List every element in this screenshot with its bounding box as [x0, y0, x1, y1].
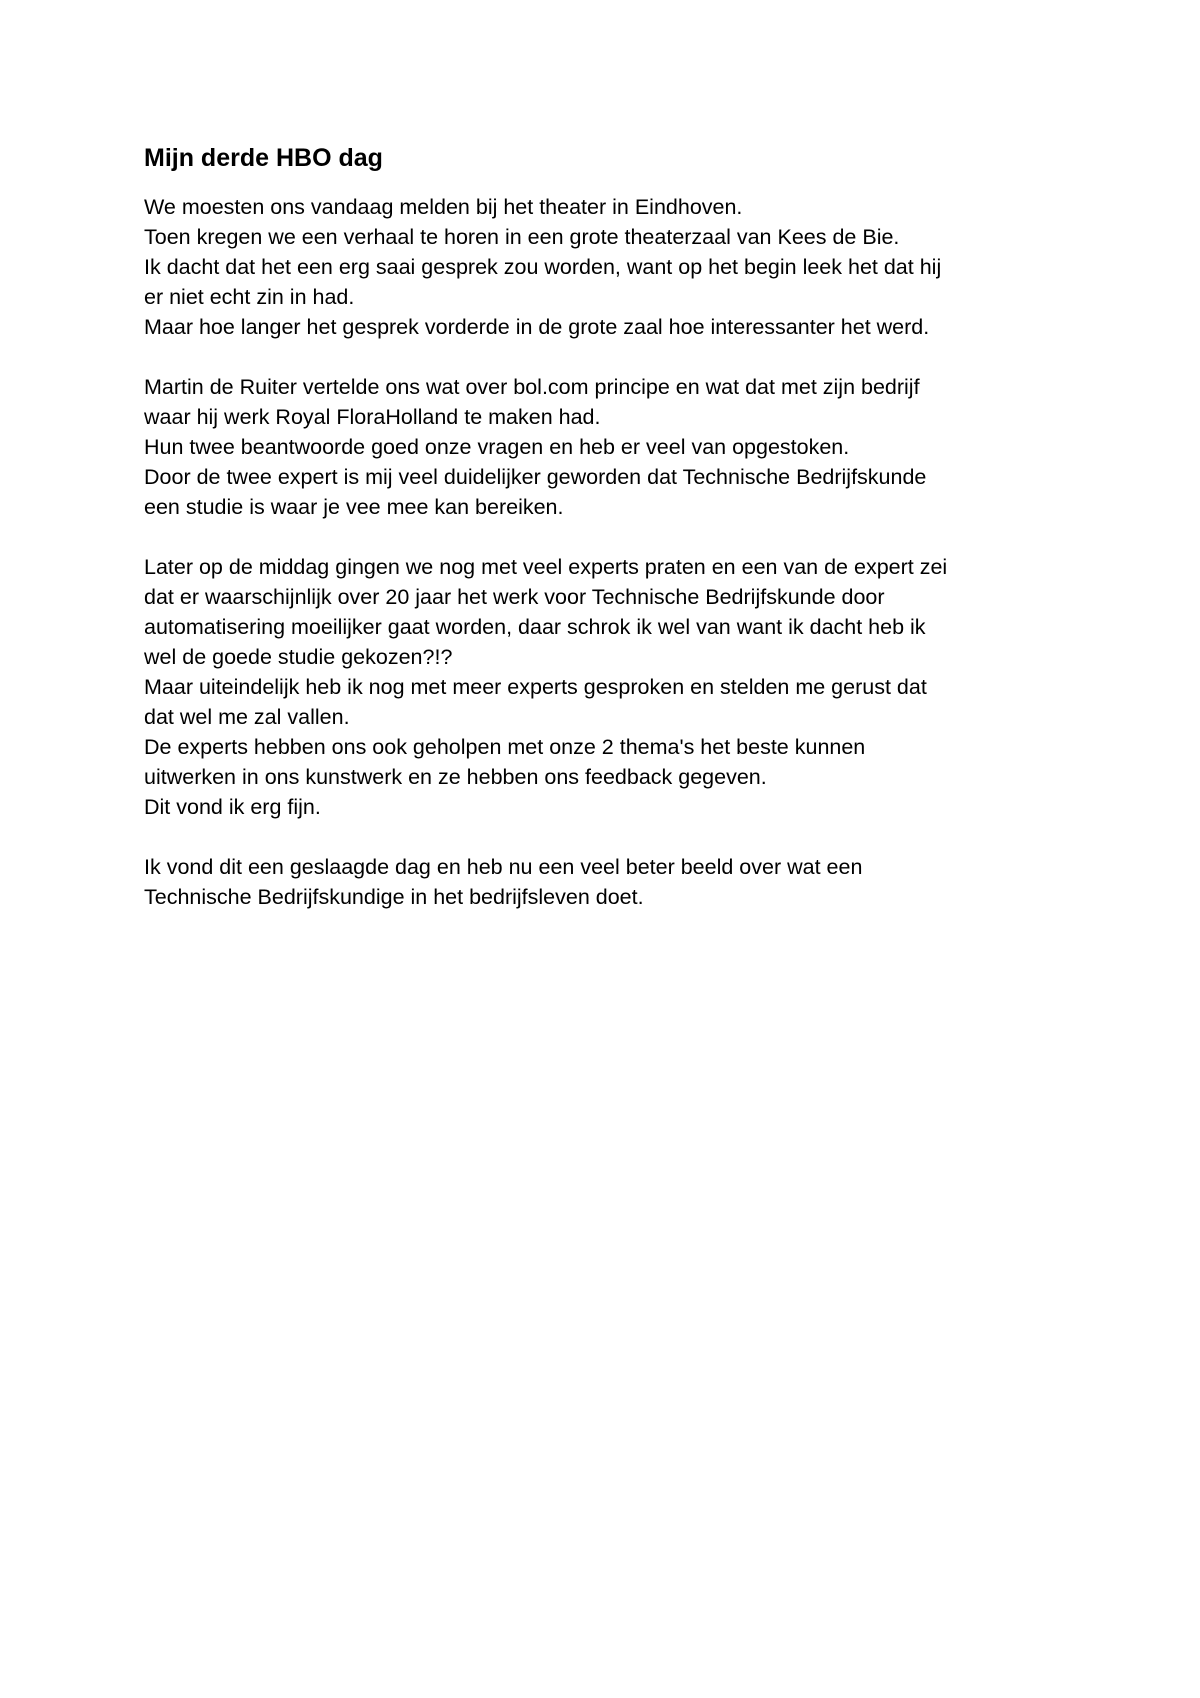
- document-title: Mijn derde HBO dag: [144, 144, 383, 172]
- paragraph-line: Ik vond dit een geslaagde dag en heb nu een veel beter beeld over wat een: [144, 855, 863, 879]
- paragraph-experts: [144, 552, 1074, 822]
- paragraph-line: dat wel me zal vallen.: [144, 705, 350, 729]
- paragraph-line: uitwerken in ons kunstwerk en ze hebben ons feedback gegeven.: [144, 765, 767, 789]
- paragraph-intro: [144, 192, 1074, 342]
- paragraph-line: dat er waarschijnlijk over 20 jaar het werk voor Technische Bedrijfskunde door: [144, 585, 885, 609]
- paragraph-line: De experts hebben ons ook geholpen met onze 2 thema's het beste kunnen: [144, 735, 866, 759]
- paragraph-line: automatisering moeilijker gaat worden, daar schrok ik wel van want ik dacht heb ik: [144, 615, 926, 639]
- paragraph-line: er niet echt zin in had.: [144, 285, 355, 309]
- paragraph-line: Hun twee beantwoorde goed onze vragen en heb er veel van opgestoken.: [144, 435, 850, 459]
- paragraph-line: Maar hoe langer het gesprek vorderde in de grote zaal hoe interessanter het werd.: [144, 315, 930, 339]
- paragraph-martin: [144, 372, 1074, 522]
- paragraph-line: Maar uiteindelijk heb ik nog met meer experts gesproken en stelden me gerust dat: [144, 675, 927, 699]
- paragraph-conclusion: [144, 852, 1074, 912]
- paragraph-line: Later op de middag gingen we nog met veel experts praten en een van de expert zei: [144, 555, 948, 579]
- paragraph-line: wel de goede studie gekozen?!?: [144, 645, 453, 669]
- paragraph-line: waar hij werk Royal FloraHolland te maken had.: [144, 405, 601, 429]
- paragraph-line: Door de twee expert is mij veel duidelijker geworden dat Technische Bedrijfskunde: [144, 465, 927, 489]
- paragraph-line: We moesten ons vandaag melden bij het theater in Eindhoven.: [144, 195, 743, 219]
- paragraph-line: Technische Bedrijfskundige in het bedrijfsleven doet.: [144, 885, 644, 909]
- paragraph-line: Ik dacht dat het een erg saai gesprek zou worden, want op het begin leek het dat hij: [144, 255, 942, 279]
- document-page: [144, 138, 1074, 942]
- paragraph-line: Dit vond ik erg fijn.: [144, 795, 321, 819]
- paragraph-line: Martin de Ruiter vertelde ons wat over bol.com principe en wat dat met zijn bedrijf: [144, 375, 920, 399]
- paragraph-line: een studie is waar je vee mee kan bereiken.: [144, 495, 564, 519]
- paragraph-line: Toen kregen we een verhaal te horen in een grote theaterzaal van Kees de Bie.: [144, 225, 900, 249]
